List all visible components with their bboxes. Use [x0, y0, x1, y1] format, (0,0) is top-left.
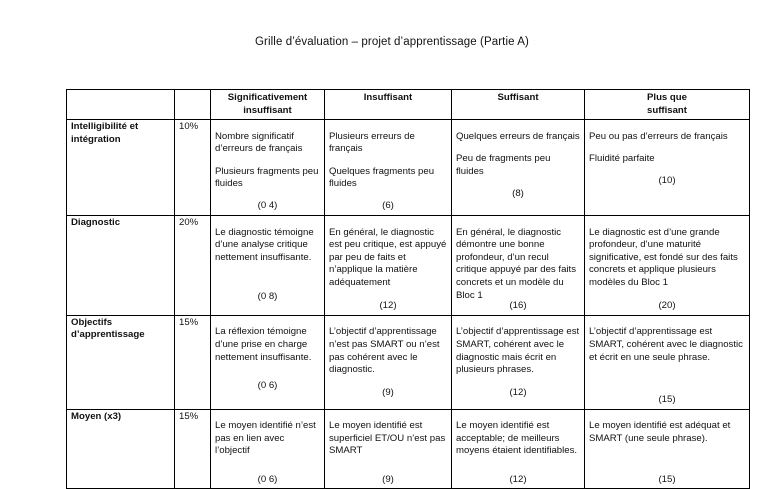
header-plus-que-suffisant	[585, 90, 750, 120]
cell-text: Le diagnostic témoigne d’une analyse critique nettement insuffisante.	[215, 226, 314, 263]
cell-score: (12)	[509, 386, 527, 398]
header-line: suffisant	[647, 104, 687, 116]
cell-score: (0 4)	[257, 200, 278, 212]
rating-cell	[211, 215, 325, 315]
rating-cell	[325, 120, 452, 216]
criterion-label: Objectifs d’apprentissage	[67, 315, 175, 409]
evaluation-grid	[66, 89, 750, 489]
cell-score: (15)	[658, 393, 676, 405]
cell-score: (0 8)	[257, 290, 278, 302]
cell-score: (6)	[382, 200, 394, 212]
header-significativement-insuffisant	[211, 90, 325, 120]
header-line: Suffisant	[497, 92, 539, 103]
cell-text: Fluidité parfaite	[589, 152, 655, 164]
cell-score: (20)	[658, 300, 676, 312]
rating-cell	[585, 215, 750, 315]
rating-cell	[452, 120, 585, 216]
table-row	[67, 215, 750, 315]
rating-cell	[211, 315, 325, 409]
cell-text: La réflexion témoigne d’une prise en charge nettement insuffisante.	[215, 326, 312, 363]
rating-cell	[211, 120, 325, 216]
header-row	[67, 90, 750, 120]
header-line: Plus que	[647, 92, 687, 103]
cell-text: En général, le diagnostic démontre une bonne profondeur, d’un recul critique appuyé par des faits concrets et un modèle du Bloc 1	[456, 226, 576, 301]
criterion-weight: 15%	[175, 315, 211, 409]
criterion-weight: 15%	[175, 409, 211, 489]
cell-text: En général, le diagnostic est peu critique, est appuyé par peu de faits et n’applique la matière adéquatement	[329, 226, 447, 288]
criterion-weight: 20%	[175, 215, 211, 315]
header-suffisant	[452, 90, 585, 120]
cell-text: Le diagnostic est d’une grande profondeur, d’une maturité significative, est fondé sur des faits concrets et applique plusieurs modèles du Bloc 1	[589, 226, 738, 288]
header-line: Significativement	[227, 92, 308, 103]
cell-text: Peu ou pas d’erreurs de français	[589, 130, 728, 142]
rating-cell	[452, 315, 585, 409]
table-row	[67, 120, 750, 216]
cell-score: (9)	[382, 473, 394, 485]
cell-score: (0 6)	[257, 473, 278, 485]
table-row	[67, 409, 750, 489]
rating-cell	[325, 215, 452, 315]
cell-text: Peu de fragments peu fluides	[456, 152, 551, 177]
cell-score: (0 6)	[257, 379, 278, 391]
cell-text: Nombre significatif d’erreurs de français	[215, 130, 303, 155]
cell-text: L’objectif d’apprentissage est SMART, cohérent avec le diagnostic mais écrit en plusieurs phrases.	[456, 326, 580, 376]
rating-cell	[211, 409, 325, 489]
cell-text: Plusieurs fragments peu fluides	[215, 165, 319, 190]
cell-score: (15)	[658, 473, 676, 485]
header-insuffisant	[325, 90, 452, 120]
rating-cell	[585, 315, 750, 409]
cell-text: Le moyen identifié est superficiel ET/OU n’est pas SMART	[329, 420, 446, 457]
criterion-label: Diagnostic	[67, 215, 175, 315]
cell-score: (16)	[509, 300, 527, 312]
header-line: insuffisant	[243, 104, 292, 116]
header-empty-weight	[175, 90, 211, 120]
cell-text: Le moyen identifié est adéquat et SMART (une seule phrase).	[589, 420, 731, 444]
cell-score: (8)	[512, 187, 524, 199]
rating-cell	[325, 409, 452, 489]
header-line: Insuffisant	[363, 92, 413, 103]
cell-score: (9)	[382, 386, 394, 398]
cell-score: (12)	[379, 300, 397, 312]
table-row	[67, 315, 750, 409]
cell-text: Quelques fragments peu fluides	[329, 165, 435, 190]
rating-cell	[325, 315, 452, 409]
header-empty-criterion	[67, 90, 175, 120]
rating-cell	[452, 215, 585, 315]
cell-text: Plusieurs erreurs de français	[329, 130, 415, 155]
cell-score: (12)	[509, 473, 527, 485]
rating-cell	[585, 120, 750, 216]
criterion-label: Moyen (x3)	[67, 409, 175, 489]
cell-text: Quelques erreurs de français	[456, 130, 580, 142]
document-title: Grille d’évaluation – projet d’apprentissage (Partie A)	[255, 36, 529, 48]
criterion-weight: 10%	[175, 120, 211, 216]
rating-cell	[585, 409, 750, 489]
cell-text: L’objectif d’apprentissage n’est pas SMART ou n’est pas cohérent avec le diagnostic.	[329, 326, 440, 376]
cell-score: (10)	[658, 175, 676, 187]
cell-text: L’objectif d’apprentissage est SMART, cohérent avec le diagnostic et écrit en une seule phrase.	[589, 326, 743, 363]
cell-text: Le moyen identifié est acceptable; de meilleurs moyens étaient identifiables.	[456, 420, 578, 457]
cell-text: Le moyen identifié n’est pas en lien avec l’objectif	[215, 420, 316, 457]
criterion-label: Intelligibilité et intégration	[67, 120, 175, 216]
rating-cell	[452, 409, 585, 489]
